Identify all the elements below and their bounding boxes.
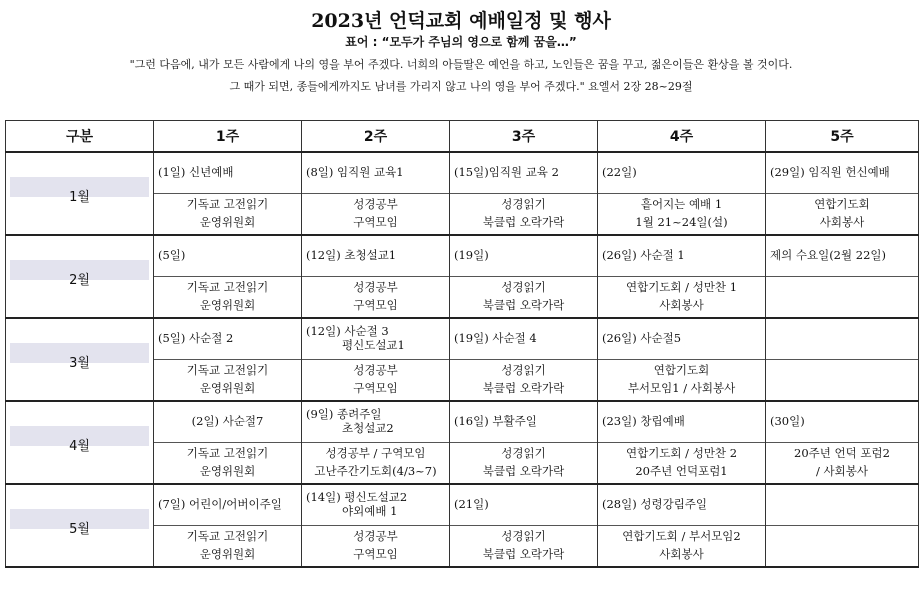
event-line-2: 평신도설교1 [342, 337, 405, 352]
activity-line-2: 구역모임 [353, 380, 398, 395]
week-cell [598, 401, 766, 484]
activities [450, 442, 597, 484]
activity-line-1: 성경읽기 [501, 445, 546, 460]
activities [302, 525, 449, 567]
month-label: 5월 [69, 522, 90, 537]
event: (19일) [454, 247, 489, 262]
activity-line-2: 사회봉사 [659, 297, 704, 312]
month-row [6, 484, 919, 567]
activity-line-1: 성경읽기 [501, 528, 546, 543]
activity-line-1: 성경공부 [353, 528, 398, 543]
activity-line-1: 성경공부 [353, 362, 398, 377]
activities [450, 276, 597, 318]
page-title: 2023년 언덕교회 예배일정 및 행사 [311, 10, 611, 32]
month-cell [6, 484, 154, 567]
activities [302, 359, 449, 401]
activity-line-2: 북클럽 오락가락 [482, 297, 565, 312]
activities [302, 193, 449, 235]
month-label: 1월 [69, 190, 90, 205]
week-cell [154, 401, 302, 484]
event: (2일) 사순절7 [191, 413, 264, 428]
event: (5일) [158, 247, 186, 262]
activity-line-2: 운영위원회 [199, 463, 256, 478]
week-cell [154, 152, 302, 235]
activities [598, 525, 765, 567]
activity-line-2: 북클럽 오락가락 [482, 546, 565, 561]
event-line-1: (12일) 사순절 3 [306, 323, 389, 338]
activity-line-2: 운영위원회 [199, 380, 256, 395]
week-cell [302, 318, 450, 401]
column-header-week1: 1주 [154, 121, 302, 153]
event: (26일) 사순절5 [602, 330, 682, 345]
activities [302, 276, 449, 318]
week-cell [766, 484, 919, 567]
activities [766, 276, 918, 318]
column-header-week3: 3주 [450, 121, 598, 153]
activity-line-2: 북클럽 오락가락 [482, 463, 565, 478]
activities [154, 276, 301, 318]
activities [598, 359, 765, 401]
activity-line-2: 사회봉사 [819, 214, 865, 229]
column-header-gubun: 구분 [6, 121, 154, 153]
activity-line-2: 구역모임 [353, 214, 398, 229]
activity-line-1: 성경공부 [353, 279, 398, 294]
activity-line-1: 기독교 고전읽기 [186, 279, 269, 294]
activity-line-1: 성경읽기 [501, 362, 546, 377]
month-row [6, 318, 919, 401]
activities [154, 442, 301, 484]
activity-line-1: 성경공부 / 구역모임 [325, 445, 426, 460]
event-line-1: (9일) 종려주일 [306, 406, 382, 421]
event-line-2: 야외예배 1 [342, 503, 398, 518]
week-cell [450, 235, 598, 318]
motto: 표어 : “모두가 주님의 영으로 함께 꿈을…” [345, 35, 577, 49]
activity-line-2: 운영위원회 [199, 214, 256, 229]
event: (23일) 창립예배 [602, 413, 685, 428]
month-row [6, 401, 919, 484]
event-line-1: (14일) 평신도설교2 [306, 489, 408, 504]
event: (7일) 어린이/어버이주일 [158, 496, 282, 511]
schedule-body [6, 152, 919, 567]
activity-line-1: 기독교 고전읽기 [186, 528, 269, 543]
activity-line-2: 20주년 언덕포럼1 [635, 463, 728, 478]
activity-line-2: 구역모임 [353, 546, 398, 561]
activity-line-1: 연합기도회 [814, 196, 870, 211]
activity-line-1: 연합기도회 / 성만찬 2 [625, 445, 738, 460]
activities [766, 525, 918, 567]
event: (8일) 임직원 교육1 [306, 164, 404, 179]
activities [302, 442, 449, 484]
activity-line-1: 성경읽기 [501, 279, 546, 294]
activity-line-2: 구역모임 [353, 297, 398, 312]
month-label: 4월 [69, 439, 90, 454]
activity-line-1: 20주년 언덕 포럼2 [794, 445, 890, 460]
event: (21일) [454, 496, 489, 511]
month-label: 3월 [69, 356, 90, 371]
week-cell [450, 401, 598, 484]
activity-line-2: 1월 21~24일(설) [635, 214, 728, 229]
table-header-row [6, 121, 919, 153]
activities [598, 442, 765, 484]
event: (29일) 임직원 헌신예배 [770, 164, 890, 179]
activity-line-1: 기독교 고전읽기 [186, 362, 269, 377]
month-cell [6, 152, 154, 235]
activity-line-1: 연합기도회 [653, 362, 710, 377]
week-cell [154, 484, 302, 567]
event [766, 319, 918, 359]
week-cell [450, 152, 598, 235]
activity-line-2: 북클럽 오락가락 [482, 214, 565, 229]
activities [766, 193, 918, 235]
activities [766, 359, 918, 401]
activity-line-2: 부서모임1 / 사회봉사 [627, 380, 736, 395]
event-line-2: 초청설교2 [342, 420, 394, 435]
activity-line-1: 연합기도회 / 부서모임2 [622, 528, 741, 543]
week-cell [766, 235, 919, 318]
week-cell [154, 235, 302, 318]
week-cell [598, 484, 766, 567]
event: (22일) [602, 164, 637, 179]
event: (19일) 사순절 4 [454, 330, 537, 345]
week-cell [598, 235, 766, 318]
event: (15일)임직원 교육 2 [454, 164, 559, 179]
month-label: 2월 [69, 273, 90, 288]
activity-line-2: 사회봉사 [659, 546, 704, 561]
week-cell [766, 401, 919, 484]
event: (30일) [770, 413, 805, 428]
activities [598, 193, 765, 235]
event: (5일) 사순절 2 [158, 330, 234, 345]
activity-line-1: 흩어지는 예배 1 [640, 196, 723, 211]
event: 제의 수요일(2월 22일) [770, 247, 886, 262]
activities [154, 525, 301, 567]
event: (26일) 사순절 1 [602, 247, 685, 262]
activity-line-2: 운영위원회 [199, 297, 256, 312]
verse-line-1: "그런 다음에, 내가 모든 사람에게 나의 영을 부어 주겠다. 너희의 아들딸은 예언을 하고, 노인들은 꿈을 꾸고, 젊은이들은 환상을 볼 것이다. [129, 58, 793, 71]
month-cell [6, 401, 154, 484]
column-header-week5: 5주 [766, 121, 919, 153]
month-cell [6, 318, 154, 401]
activity-line-1: 연합기도회 / 성만찬 1 [625, 279, 738, 294]
week-cell [766, 152, 919, 235]
column-header-week4: 4주 [598, 121, 766, 153]
event: (16일) 부활주일 [454, 413, 537, 428]
event [302, 319, 449, 359]
activities [766, 442, 918, 484]
verse-line-2: 그 때가 되면, 종들에게까지도 남녀를 가리지 않고 나의 영을 부어 주겠다." 요엘서 2장 28~29절 [229, 80, 693, 93]
event [302, 402, 449, 442]
activity-line-2: 운영위원회 [199, 546, 256, 561]
week-cell [598, 152, 766, 235]
activities [154, 359, 301, 401]
week-cell [302, 484, 450, 567]
activity-line-1: 성경읽기 [501, 196, 546, 211]
activities [450, 359, 597, 401]
week-cell [154, 318, 302, 401]
activities [598, 276, 765, 318]
event: (28일) 성령강림주일 [602, 496, 708, 511]
activities [154, 193, 301, 235]
activity-line-1: 기독교 고전읽기 [186, 445, 269, 460]
week-cell [766, 318, 919, 401]
event: (12일) 초청설교1 [306, 247, 397, 262]
week-cell [450, 484, 598, 567]
activities [450, 193, 597, 235]
week-cell [302, 401, 450, 484]
event [302, 485, 449, 525]
schedule-table [5, 120, 919, 568]
month-row [6, 235, 919, 318]
month-cell [6, 235, 154, 318]
event [766, 485, 918, 525]
week-cell [302, 235, 450, 318]
activity-line-2: 북클럽 오락가락 [482, 380, 565, 395]
activity-line-1: 성경공부 [353, 196, 398, 211]
week-cell [598, 318, 766, 401]
column-header-week2: 2주 [302, 121, 450, 153]
week-cell [302, 152, 450, 235]
activities [450, 525, 597, 567]
activity-line-2: / 사회봉사 [816, 463, 868, 478]
activity-line-2: 고난주간기도회(4/3~7) [314, 463, 437, 478]
week-cell [450, 318, 598, 401]
event: (1일) 신년예배 [158, 164, 234, 179]
month-row [6, 152, 919, 235]
activity-line-1: 기독교 고전읽기 [186, 196, 269, 211]
